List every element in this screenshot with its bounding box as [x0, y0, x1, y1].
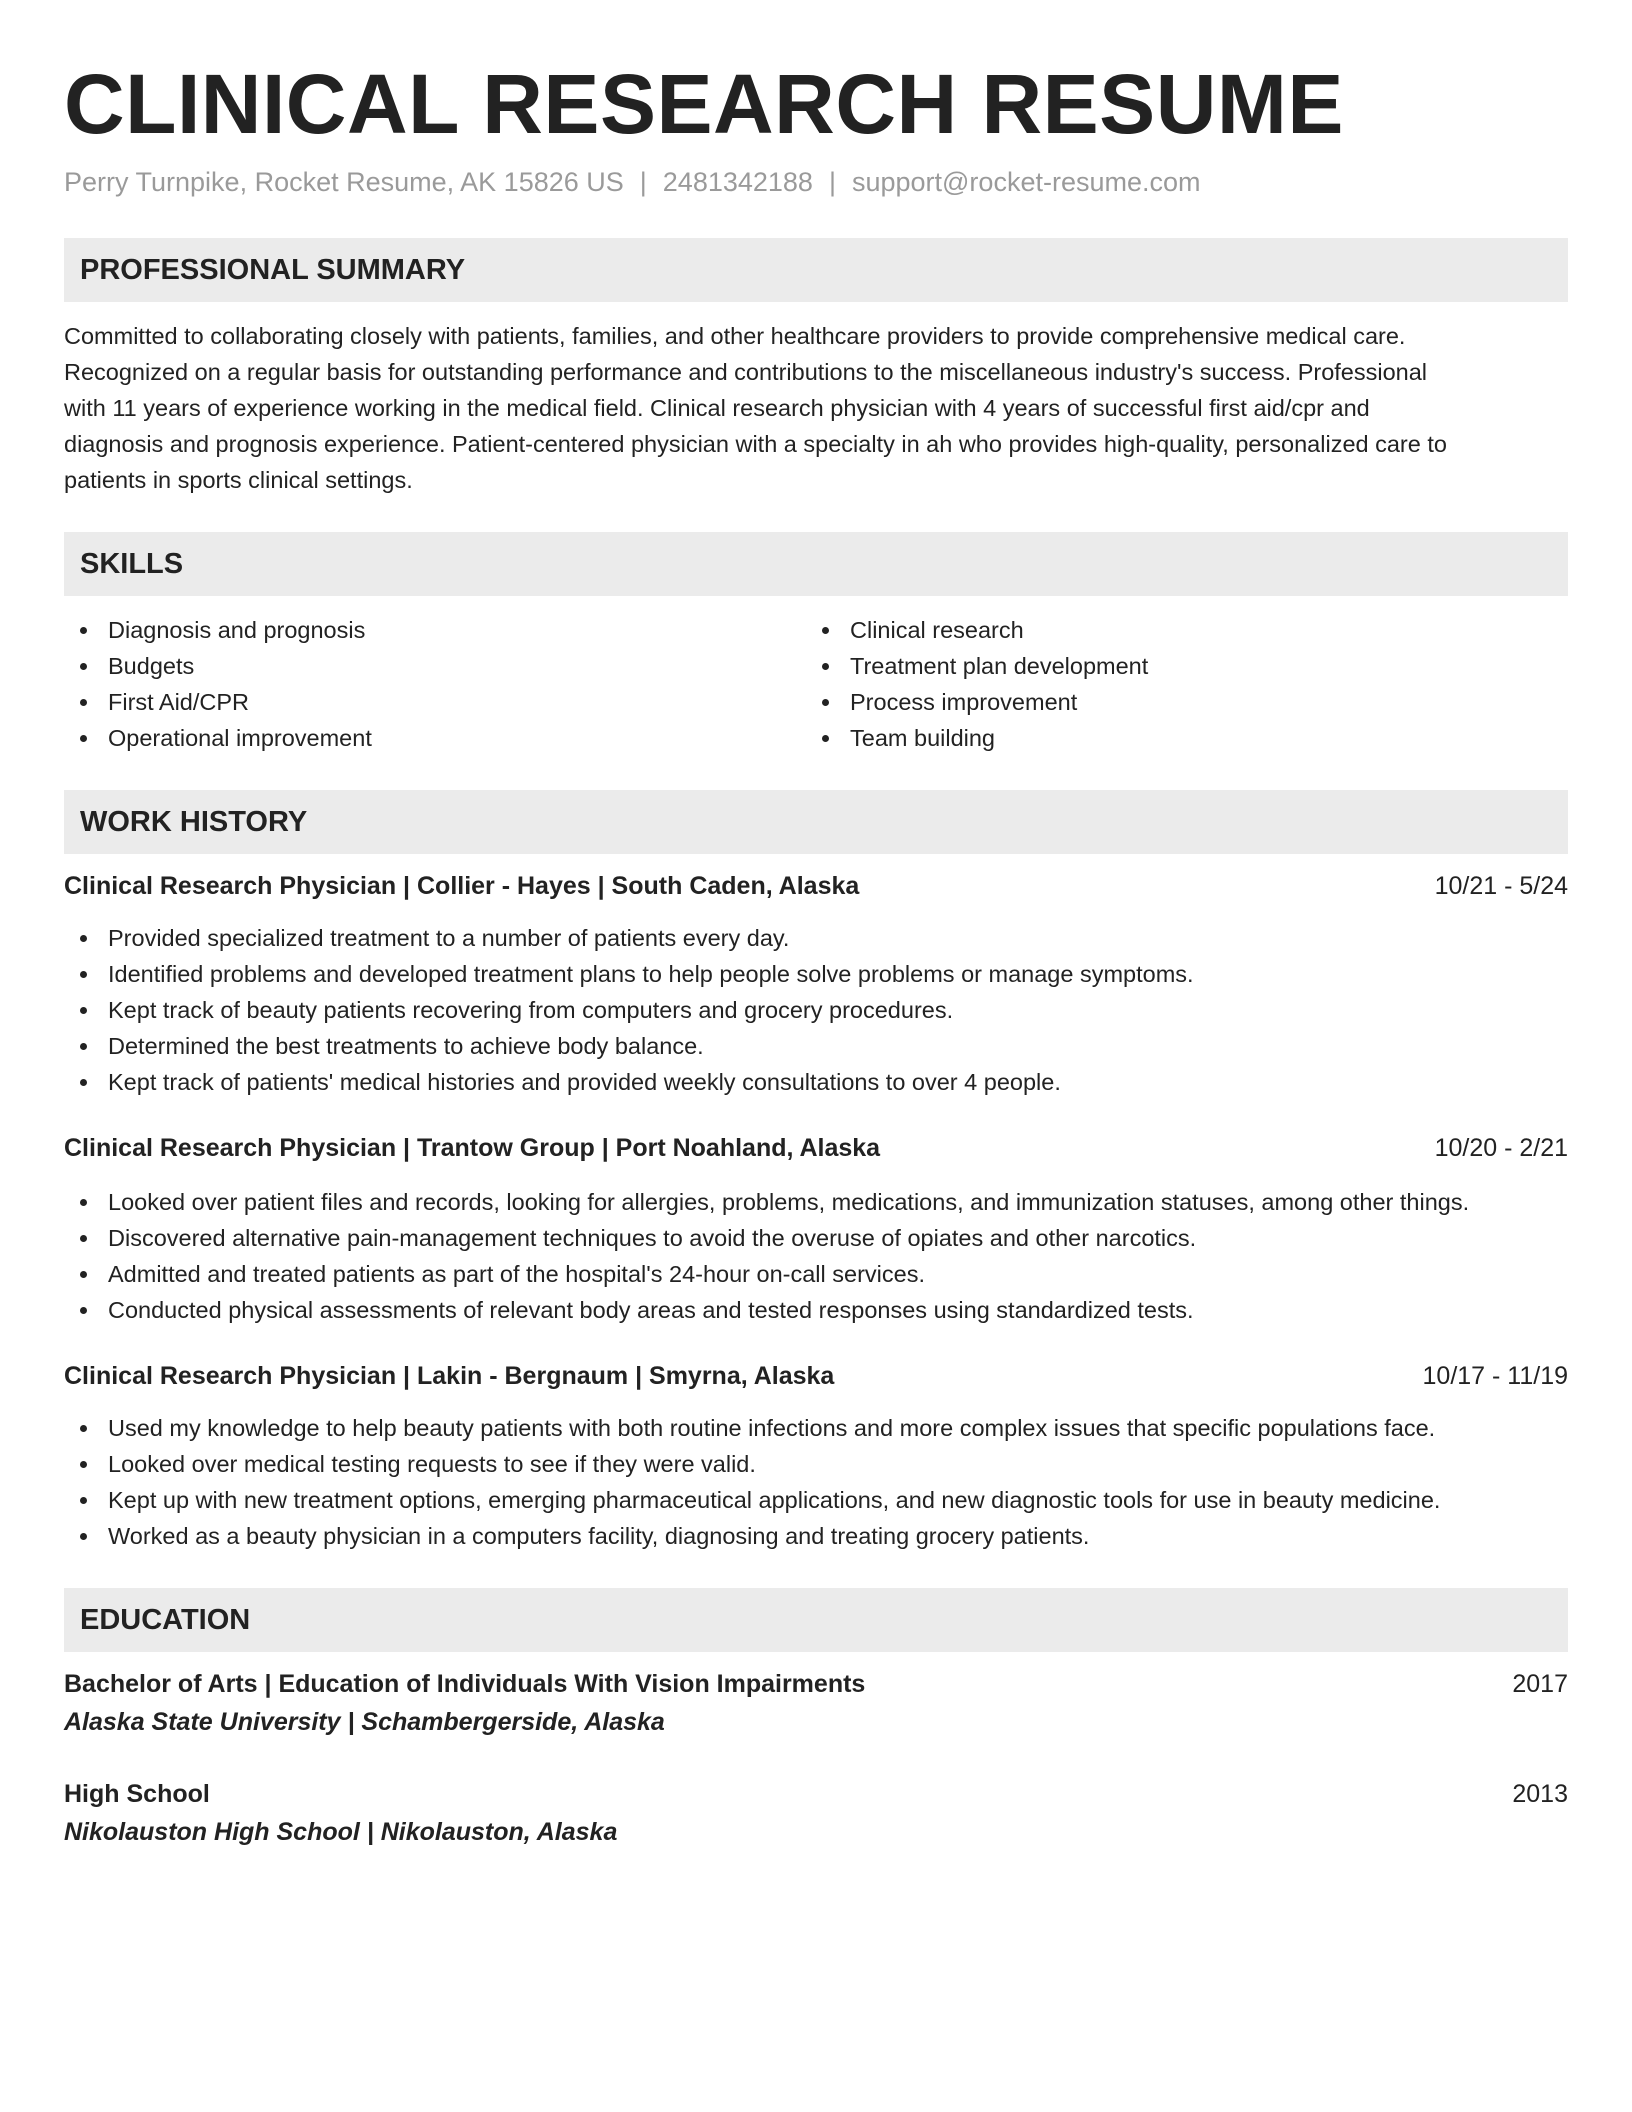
- skill-item: Clinical research: [806, 612, 1548, 648]
- skill-item: Operational improvement: [64, 720, 806, 756]
- job-bullet: Kept track of beauty patients recovering from computers and grocery procedures.: [64, 992, 1568, 1028]
- skills-column-right: [806, 612, 1548, 756]
- education-degree: High School: [64, 1780, 210, 1808]
- job-entry: [64, 1130, 1568, 1328]
- skills-heading: SKILLS: [64, 532, 1568, 596]
- job-bullet: Kept up with new treatment options, emerging pharmaceutical applications, and new diagnostic tools for use in beauty medicine.: [64, 1482, 1568, 1518]
- education-degree: Bachelor of Arts | Education of Individuals With Vision Impairments: [64, 1670, 866, 1698]
- education-heading: EDUCATION: [64, 1588, 1568, 1652]
- resume-title: CLINICAL RESEARCH RESUME: [64, 57, 1344, 151]
- contact-email[interactable]: support@rocket-resume.com: [851, 167, 1201, 197]
- job-header: [64, 868, 1568, 904]
- job-bullets: [64, 1410, 1568, 1554]
- job-title: Clinical Research Physician | Collier - Hayes | South Caden, Alaska: [64, 872, 860, 900]
- job-bullet: Looked over patient files and records, looking for allergies, problems, medications, and immunization statuses, among other things.: [64, 1184, 1568, 1220]
- skill-item: Team building: [806, 720, 1548, 756]
- work-heading: WORK HISTORY: [64, 790, 1568, 854]
- resume-page: [64, 58, 1568, 1850]
- job-bullet: Looked over medical testing requests to see if they were valid.: [64, 1446, 1568, 1482]
- job-header: [64, 1130, 1568, 1166]
- skills-column-left: [64, 612, 806, 756]
- job-title: Clinical Research Physician | Trantow Group | Port Noahland, Alaska: [64, 1134, 881, 1162]
- job-entry: [64, 1358, 1568, 1554]
- education-entry: [64, 1776, 1568, 1850]
- job-bullet: Conducted physical assessments of relevant body areas and tested responses using standardized tests.: [64, 1292, 1568, 1328]
- skill-item: Diagnosis and prognosis: [64, 612, 806, 648]
- job-bullet: Kept track of patients' medical histories and provided weekly consultations to over 4 people.: [64, 1064, 1568, 1100]
- skill-item: First Aid/CPR: [64, 684, 806, 720]
- skill-item: Budgets: [64, 648, 806, 684]
- job-bullet: Determined the best treatments to achieve body balance.: [64, 1028, 1568, 1064]
- job-entry: [64, 868, 1568, 1100]
- job-bullet: Identified problems and developed treatment plans to help people solve problems or manage symptoms.: [64, 956, 1568, 992]
- job-bullet: Discovered alternative pain-management techniques to avoid the overuse of opiates and other narcotics.: [64, 1220, 1568, 1256]
- job-bullet: Worked as a beauty physician in a computers facility, diagnosing and treating grocery patients.: [64, 1518, 1568, 1554]
- skill-item: Treatment plan development: [806, 648, 1548, 684]
- contact-address: Perry Turnpike, Rocket Resume, AK 15826 US: [64, 167, 624, 197]
- job-bullets: [64, 1184, 1568, 1328]
- job-dates: 10/20 - 2/21: [1434, 1134, 1568, 1162]
- job-bullet: Used my knowledge to help beauty patients with both routine infections and more complex issues that specific populations face.: [64, 1410, 1568, 1446]
- education-header: [64, 1666, 1568, 1702]
- job-bullet: Provided specialized treatment to a number of patients every day.: [64, 920, 1568, 956]
- contact-separator: |: [639, 167, 647, 197]
- summary-line: Recognized on a regular basis for outstanding performance and contributions to the miscellaneous industry's success. Professional: [64, 359, 1428, 385]
- job-header: [64, 1358, 1568, 1394]
- summary-line: with 11 years of experience working in the medical field. Clinical research physician with 4 years of successful first aid/cpr and: [64, 395, 1370, 421]
- skills-list: [64, 612, 1568, 756]
- skill-item: Process improvement: [806, 684, 1548, 720]
- job-dates: 10/17 - 11/19: [1422, 1362, 1568, 1390]
- job-bullet: Admitted and treated patients as part of the hospital's 24-hour on-call services.: [64, 1256, 1568, 1292]
- education-entry: [64, 1666, 1568, 1740]
- contact-separator: |: [828, 167, 836, 197]
- summary-line: Committed to collaborating closely with patients, families, and other healthcare providers to provide comprehensive medical care.: [64, 323, 1406, 349]
- contact-phone: 2481342188: [662, 167, 813, 197]
- summary-text: [64, 318, 1568, 498]
- education-year: 2017: [1512, 1670, 1568, 1698]
- education-school: Alaska State University | Schambergerside, Alaska: [64, 1708, 665, 1736]
- contact-line: [64, 164, 1568, 200]
- job-bullets: [64, 920, 1568, 1100]
- job-title: Clinical Research Physician | Lakin - Bergnaum | Smyrna, Alaska: [64, 1362, 835, 1390]
- education-year: 2013: [1512, 1780, 1568, 1808]
- summary-line: patients in sports clinical settings.: [64, 467, 413, 493]
- job-dates: 10/21 - 5/24: [1434, 872, 1568, 900]
- summary-line: diagnosis and prognosis experience. Patient-centered physician with a specialty in ah who provides high-quality, personalized care to: [64, 431, 1447, 457]
- education-school: Nikolauston High School | Nikolauston, Alaska: [64, 1818, 618, 1846]
- education-header: [64, 1776, 1568, 1812]
- summary-heading: PROFESSIONAL SUMMARY: [64, 238, 1568, 302]
